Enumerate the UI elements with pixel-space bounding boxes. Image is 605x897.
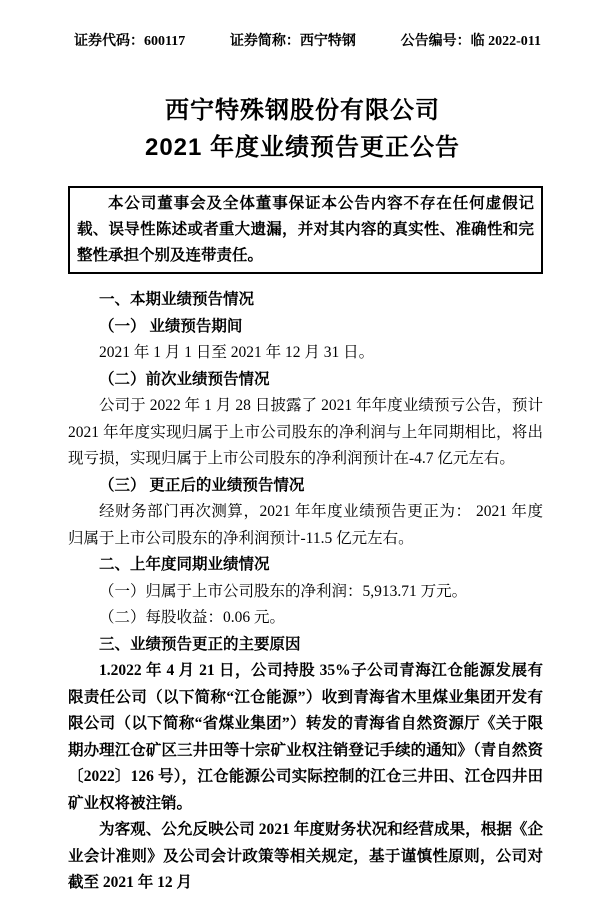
text-reason-accounting-principles: 为客观、公允反映公司 2021 年度财务状况和经营成果，根据《企业会计准则》及公司会计政策等相关规定，基于谨慎性原则，公司对截至 2021 年 12 月 — [68, 821, 543, 891]
announcement-number: 公告编号：临 2022-011 — [400, 34, 541, 49]
page-title — [0, 92, 605, 166]
text-forecast-period: 2021 年 1 月 1 日至 2021 年 12 月 31 日。 — [99, 344, 375, 361]
announcement-body — [68, 287, 543, 897]
text-previous-forecast: 公司于 2022 年 1 月 28 日披露了 2021 年年度业绩预亏公告，预计 2021 年年度实现归属于上市公司股东的净利润与上年同期相比，将出现亏损，实现归属于上市公司股东的净利润预计在-4.7 亿元左右。 — [68, 397, 543, 467]
disclaimer-text: 本公司董事会及全体董事保证本公告内容不存在任何虚假记载、误导性陈述或者重大遗漏，并对其内容的真实性、准确性和完整性承担个别及连带责任。 — [77, 195, 534, 264]
company-name-title: 西宁特殊钢股份有限公司 — [165, 97, 440, 124]
subheading-corrected-forecast: （三） 更正后的业绩预告情况 — [99, 476, 305, 494]
document-header — [74, 30, 541, 50]
section-heading-current-forecast: 一、本期业绩预告情况 — [99, 291, 255, 308]
text-prior-year-eps: （二）每股收益：0.06 元。 — [99, 609, 286, 626]
subheading-previous-forecast: （二）前次业绩预告情况 — [99, 370, 270, 388]
section-heading-correction-reasons: 三、业绩预告更正的主要原因 — [99, 635, 301, 653]
section-heading-prior-year: 二、上年度同期业绩情况 — [99, 556, 270, 573]
board-disclaimer-box — [68, 186, 543, 274]
subheading-forecast-period: （一） 业绩预告期间 — [99, 317, 243, 335]
text-reason-mining-rights: 1.2022 年 4 月 21 日，公司持股 35%子公司青海江仓能源发展有限责任公司（以下简称“江仓能源”）收到青海省木里煤业集团开发有限公司（以下简称“省煤业集团”）转发的青海省自然资源厅《关于限期办理江仓矿区三井田等十宗矿业权注销登记手续的通知》（青自然资〔2022〕126 号），江仓能源公司实际控制的江仓三井田、江仓四井田矿业权将被注销。 — [68, 662, 543, 812]
announcement-title: 2021 年度业绩预告更正公告 — [144, 134, 461, 161]
announcement-page — [0, 30, 605, 891]
text-corrected-forecast: 经财务部门再次测算，2021 年年度业绩预告更正为： 2021 年度归属于上市公司股东的净利润预计-11.5 亿元左右。 — [68, 503, 543, 547]
stock-code: 证券代码：600117 — [74, 34, 186, 49]
text-prior-year-net-profit: （一）归属于上市公司股东的净利润：5,913.71 万元。 — [99, 582, 468, 600]
stock-short-name: 证券简称：西宁特钢 — [229, 34, 356, 49]
